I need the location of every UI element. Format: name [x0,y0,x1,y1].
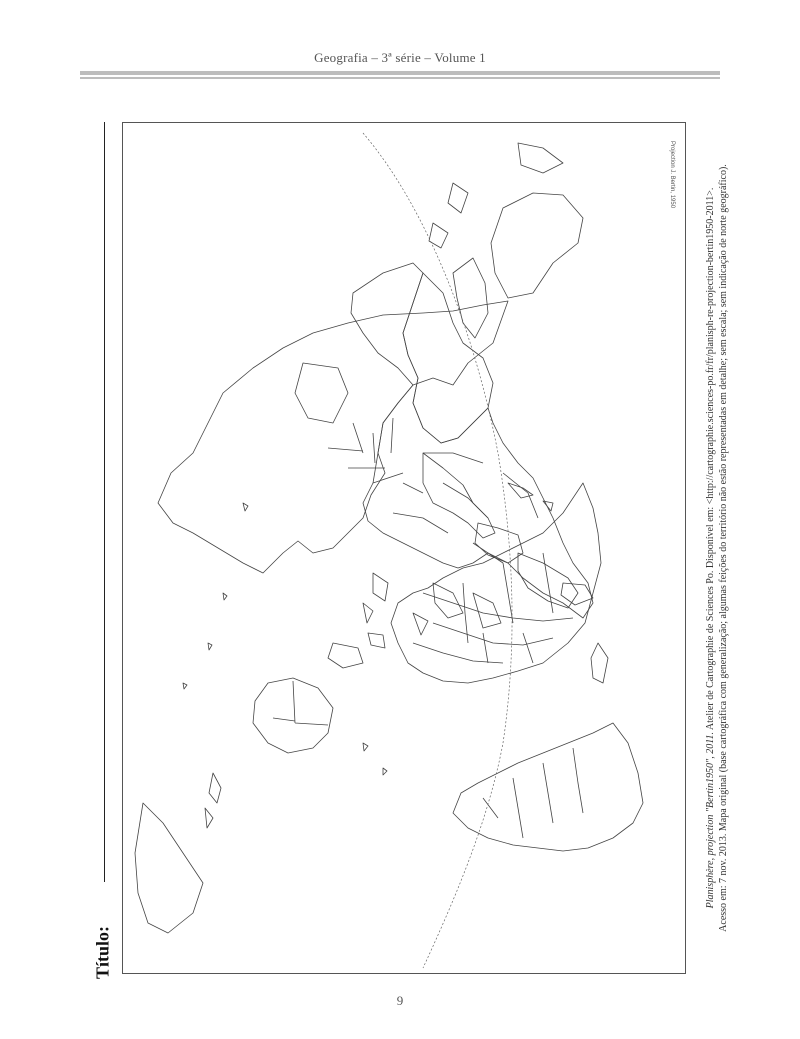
world-map [123,123,685,973]
japan-shape [363,573,388,623]
south-america-shape [453,723,643,851]
caribbean-shape [508,483,553,511]
hudson-bay-shape [295,363,348,423]
greenland-shape [491,193,583,298]
world-map-frame [122,122,686,974]
projection-boundary-dashed [363,133,512,968]
new-zealand-shape [205,773,221,828]
scandinavia-shape [453,258,488,338]
south-america-borders-shape [483,748,583,838]
madagascar-shape [591,643,608,683]
se-asia-islands-shape [413,583,501,635]
asia-shape [351,263,593,618]
page-number: 9 [396,993,404,1008]
caption-line-2: Acesso em: 7 nov. 2013. Mapa original (base cartográfica com generalização; algumas feições do território não estão representadas em detalhe; sem escala; sem indicação de norte geográfico). [718,164,729,932]
indonesia-shape [328,633,385,668]
header-rule-thin [80,77,720,79]
pacific-islands-shape [183,503,387,775]
source-caption [702,122,732,974]
running-header: Geografia – 3ª série – Volume 1 [314,50,486,65]
europe-shape [403,273,493,443]
title-field[interactable] [92,122,113,980]
header-rule-thick [80,71,720,75]
us-borders-shape [328,418,403,483]
arctic-islands-shape [429,143,563,248]
australia-borders-shape [273,681,328,725]
caption-source-rest: Atelier de Cartographie de Sciences Po. Disponível em: <http://cartographie.sciences-po.fr/fr/planisph-re-projection-bertin1950-2011>. [705,187,716,733]
title-label: Título: [92,926,113,980]
africa-shape [391,483,601,683]
north-america-shape [158,301,508,573]
central-america-shape [423,453,495,538]
projection-label: Projection J. Bertin, 1950 [669,141,675,209]
africa-borders-shape [413,553,573,663]
title-write-line[interactable] [104,122,105,882]
caption-source-italic: Planisphère, projection "Bertin1950", 2011. [705,732,716,909]
antarctica-shape [135,803,203,933]
source-caption-text [704,122,730,974]
